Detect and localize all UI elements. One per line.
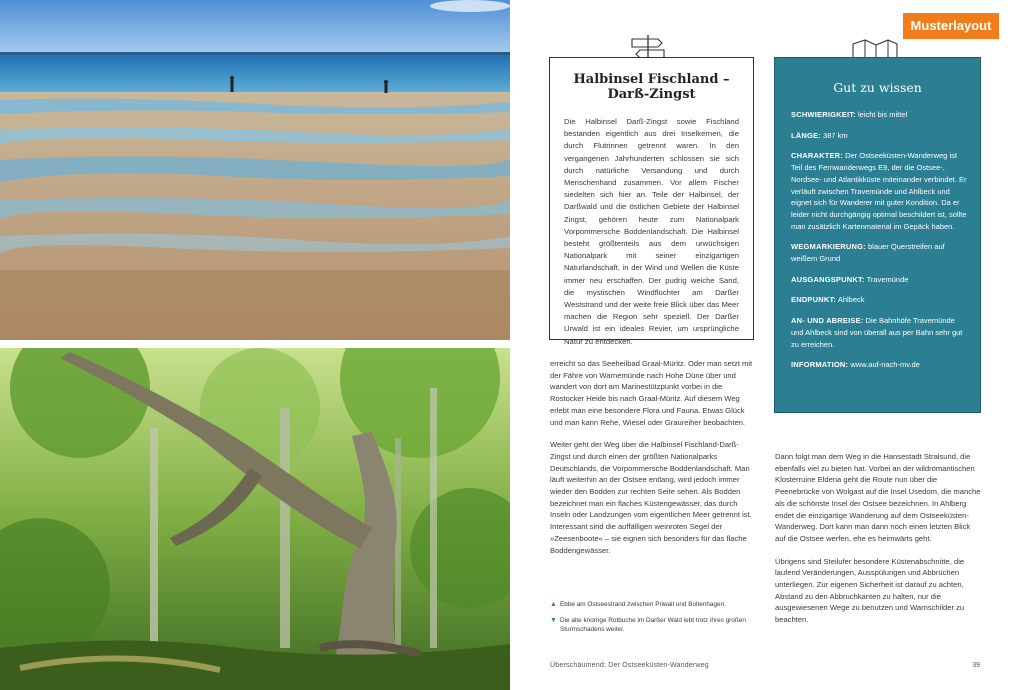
caption-down-icon: ▼ <box>550 616 557 624</box>
running-footer: Überschäumend: Der Ostseeküsten-Wanderweg <box>550 662 709 669</box>
fact-key: WEGMARKIERUNG: <box>791 242 866 252</box>
fact-entry <box>791 150 968 232</box>
fact-entry <box>791 294 968 306</box>
fact-entry <box>791 359 968 371</box>
body-column-left <box>550 358 754 567</box>
fact-value: Ahlbeck <box>837 295 865 305</box>
paragraph: Dann folgt man dem Weg in die Hansestadt Stralsund, die ebenfalls viel zu bieten hat. Vorbei an der wildromantischen Klosterruine Eldena geht die Route nun über die Peenebrücke von Wolgast auf die Insel Usedom, die manche als die schönste Insel der Ostsee bezeichnen. In Ahlberg endet die einzigartige Wanderung auf dem Ostseeküsten-Wanderweg. Dort kann man dann noch einen letzten Blick auf die Ostsee werfen, ehe es heimwärts geht. <box>775 452 981 543</box>
fact-entry <box>791 241 968 264</box>
fact-value: Der Ostseeküsten-Wanderweg ist Teil des Fernwanderwegs E9, der die Ostsee-, Nordsee- und Atlantikküste miteinander verbindet. Er verläuft zwischen Travemünde und Ahlbeck und eignet sich für Wanderer mit guter Kondition. Da er leider nicht durchgängig optimal beschildert ist, sollte man zusätzlich Kartenmaterial im Gepäck haben. <box>791 151 967 231</box>
caption <box>550 616 755 635</box>
fact-value: 387 km <box>823 130 848 140</box>
fact-key: LÄNGE: <box>791 130 821 140</box>
photo-captions <box>550 600 755 641</box>
fact-value: Travemünde <box>866 274 909 284</box>
caption-text: Ebbe am Ostseestrand zwischen Priwall und Boltenhagen. <box>560 601 726 608</box>
caption-up-icon: ▲ <box>550 601 557 608</box>
fact-entry <box>791 130 968 142</box>
fact-key: INFORMATION: <box>791 360 849 370</box>
fact-key: ENDPUNKT: <box>791 295 837 305</box>
fact-key: AUSGANGSPUNKT: <box>791 274 865 284</box>
fact-value: Die Bahnhöfe Travemünde und Ahlbeck sind von überall aus per Bahn sehr gut zu erreichen. <box>791 316 963 349</box>
forest-photo <box>0 348 510 690</box>
body-column-right <box>775 451 981 637</box>
fact-entry <box>791 109 968 121</box>
fact-key: CHARAKTER: <box>791 151 843 161</box>
fact-entry <box>791 274 968 286</box>
facts-box <box>774 57 981 413</box>
layout-badge: Musterlayout <box>903 13 999 39</box>
fact-value: blauer Querstreifen auf weißem Grund <box>791 242 945 264</box>
fact-entry <box>791 315 968 350</box>
page-number: 39 <box>972 662 980 669</box>
fact-key: AN- UND ABREISE: <box>791 316 864 326</box>
fact-value: leicht bis mittel <box>857 110 908 119</box>
paragraph: Übrigens sind Steilufer besondere Küstenabschnitte, die laufend Veränderungen, Ausspülungen und Abbrüchen unterliegen. Zur eigenen Sicherheit ist darauf zu achten, Abstand zu den Abbruchkanten zu halten, nur die ausgewiesenen Wege zu benutzen und Warnschilder zu beachten. <box>775 556 965 625</box>
beach-photo <box>0 0 510 340</box>
fact-key: SCHWIERIGKEIT: <box>791 110 856 119</box>
info-box-title: Halbinsel Fischland – Darß-Zingst <box>573 72 730 102</box>
paragraph: erreicht so das Seeheilbad Graal-Müritz. Oder man setzt mit der Fähre von Warnemünde nach Hohe Düne über und wandert von dort am Marinestützpunkt vorbei in die Rostocker Heide bis nach Graal-Müritz. Auf diesem Weg erlebt man eine besondere Flora und Fauna. Etwas Glück und man kann Rehe, Wiesel oder Graureiher beobachten. <box>550 359 753 427</box>
fact-value: www.auf-nach-mv.de <box>850 360 920 370</box>
paragraph: Weiter geht der Weg über die Halbinsel Fischland-Darß-Zingst und durch einen der größten Nationalparks Deutschlands, die Vorpommersche Boddenlandschaft. Man läuft weiterhin an der Ostsee entlang, wird jedoch immer wieder den Bodden zur rechten Seite sehen. Als Bodden bezeichnet man ein flaches Küstengewässer, das durch Inseln oder Landzungen vom eigentlichen Meer getrennt ist. Interessant sind die auffälligen weinroten Segel der »Zeesenboote« – sie eignen sich besonders für das flache Boddengewässer. <box>550 440 752 555</box>
facts-title: Gut zu wissen <box>833 80 922 95</box>
info-box-body: Die Halbinsel Darß-Zingst sowie Fischland bestanden eigentlich aus drei Inselkernen, die durch Flutrinnen getrennt waren. In den vergangenen Jahrhunderten schlossen sie sich durch natürliche Versandung und durch Menschenhand zusammen. Vor allem Fischer siedelten sich hier an. Teile der Halbinsel, der Darßwald und die östlichen Gebiete der Halbinsel Zingst, gehören heute zum Nationalpark Vorpommersche Boddenlandschaft. Die Halbinsel besteht größtenteils aus dem urwüchsigen Nationalpark mit seiner einzigartigen Naturlandschaft, in der Wind und Wellen die Küste immer neu erschaffen. Der pudrig weiche Sand, die mystischen Windflüchter am Darßer Weststrand und der weite freie Blick über das Meer machen die Region sehr speziell. Der Darßer Urwald ist ein ideales Revier, um ursprüngliche Natur zu entdecken. <box>564 117 739 346</box>
caption <box>550 600 755 610</box>
caption-text: Die alte knorrige Rotbuche im Darßer Wald lebt trotz ihres großen Sturmschadens weiter. <box>560 616 746 633</box>
peninsula-info-box <box>549 57 754 346</box>
